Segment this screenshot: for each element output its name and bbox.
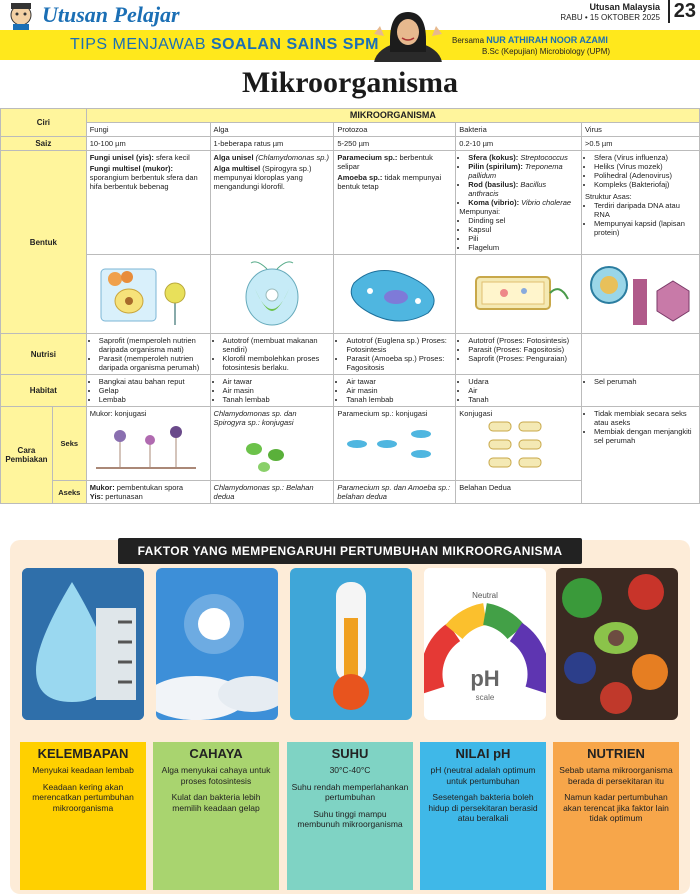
virus-shape-3: • Polihedral (Adenovirus): [594, 171, 696, 180]
label-bentuk: Bentuk: [1, 151, 87, 334]
header-group: MIKROORGANISMA: [86, 109, 699, 123]
ph-neutral-label: Neutral: [472, 591, 498, 600]
nutrisi-virus: [581, 334, 699, 375]
bakteria-part-2: • Kapsul: [468, 225, 578, 234]
saiz-fungi: 10-100 µm: [86, 137, 210, 151]
bakteria-shape-4: • Koma (vibrio): Vibrio cholerae: [468, 198, 578, 207]
bacteria-conjugation-icon: [459, 418, 571, 474]
bacterium-icon: [464, 259, 574, 329]
factor-line: Sebab utama mikroorganisma berada di persekitaran itu: [559, 765, 673, 786]
label-seks: Seks: [52, 407, 86, 481]
col-bakteria: Bakteria: [456, 123, 582, 137]
humidity-image: [22, 568, 144, 720]
sun-icon: [156, 568, 278, 720]
label-aseks: Aseks: [52, 481, 86, 504]
virus-struktur-label: Struktur Asas:: [584, 192, 632, 201]
seks-alga: Chlamydomonas sp. dan Spirogyra sp.: konjugasi: [210, 407, 334, 481]
bakteria-part-4: • Flagelum: [468, 243, 578, 252]
bakteria-part-3: • Pili: [468, 234, 578, 243]
factor-line: Suhu rendah memperlahankan pertumbuhan: [291, 781, 409, 802]
factor-line: 30°C-40°C: [329, 765, 371, 775]
virus-struktur-1: • Terdiri daripada DNA atau RNA: [594, 201, 696, 219]
factor-title: KELEMBAPAN: [37, 746, 129, 761]
alga-cell-icon: [217, 259, 327, 329]
water-drop-icon: [22, 568, 144, 720]
protozoa-illustration: [334, 255, 456, 334]
row-bentuk-text: [1, 151, 700, 255]
tips-title: [70, 36, 379, 54]
seks-protozoa: Paramecium sp.: konjugasi: [334, 407, 456, 481]
virus-illustration: [581, 255, 699, 334]
factors-heading: FAKTOR YANG MEMPENGARUHI PERTUMBUHAN MIKROORGANISMA: [118, 538, 582, 564]
nutrisi-bakteria: • Autotrof (Proses: Fotosintesis) • Parasit (Proses: Fagositosis) • Saprofit (Proses: Penguraian): [456, 334, 582, 375]
ph-scale-icon: [424, 568, 546, 720]
bersama-label: Bersama: [452, 36, 485, 45]
ph-label: pH: [470, 666, 500, 691]
bentuk-protozoa-1: Paramecium sp.: berbentuk selipar: [337, 153, 433, 171]
saiz-bakteria: 0.2-10 µm: [456, 137, 582, 151]
bentuk-alga: [210, 151, 334, 255]
bakteria-mempunyai: Mempunyai:: [459, 207, 501, 216]
aseks-fungi: Mukor: pembentukan spora Yis: pertunasan: [86, 481, 210, 504]
factor-card-cahaya: [153, 742, 279, 890]
food-icon: [556, 568, 678, 720]
bentuk-alga-2: Alga multisel (Spirogyra sp.) mempunyai kloroplas yang mengandungi klorofil.: [213, 164, 312, 191]
mukor-conjugation-icon: [90, 418, 202, 476]
virus-icon: [585, 259, 695, 329]
col-virus: Virus: [581, 123, 699, 137]
col-fungi: Fungi: [86, 123, 210, 137]
habitat-virus: • Sel perumah: [581, 375, 699, 407]
temperature-image: [290, 568, 412, 720]
habitat-alga: • Air tawar • Air masin • Tanah lembab: [210, 375, 334, 407]
alga-illustration: [210, 255, 334, 334]
ph-image: [424, 568, 546, 720]
aseks-alga: Chlamydomonas sp.: Belahan dedua: [210, 481, 334, 504]
label-cara-pembiakan: Cara Pembiakan: [1, 407, 53, 504]
host-info: [452, 35, 610, 57]
bentuk-fungi-1: Fungi unisel (yis): sfera kecil: [89, 153, 190, 162]
bakteria-illustration: [456, 255, 582, 334]
factor-line: Suhu tinggi mampu membunuh mikroorganisma: [297, 808, 403, 829]
aseks-bakteria: Belahan Dedua: [456, 481, 582, 504]
paper-info: [560, 2, 660, 23]
saiz-alga: 1-beberapa ratus µm: [210, 137, 334, 151]
seks-bakteria: Konjugasi: [456, 407, 582, 481]
issue-date: RABU • 15 OKTOBER 2025: [560, 13, 660, 22]
row-bentuk-images: [1, 255, 700, 334]
label-nutrisi: Nutrisi: [1, 334, 87, 375]
bentuk-protozoa: [334, 151, 456, 255]
bentuk-fungi: [86, 151, 210, 255]
alga-conjugation-icon: [214, 427, 326, 475]
nutrisi-protozoa: • Autotrof (Euglena sp.) Proses: Fotosintesis • Parasit (Amoeba sp.) Proses: Fagositosis: [334, 334, 456, 375]
row-habitat: [1, 375, 700, 407]
fungi-cell-icon: [93, 259, 203, 329]
paramecium-conjugation-icon: [337, 418, 449, 466]
host-photo: [368, 4, 448, 62]
seks-fungi: Mukor: konjugasi: [86, 407, 210, 481]
bentuk-bakteria: [456, 151, 582, 255]
virus-shape-1: • Sfera (Virus influenza): [594, 153, 696, 162]
row-nutrisi: [1, 334, 700, 375]
host-name: NUR ATHIRAH NOOR AZAMI: [486, 35, 608, 45]
row-seks: [1, 407, 700, 481]
aseks-protozoa: Paramecium sp. dan Amoeba sp.: belahan dedua: [334, 481, 456, 504]
host-title: B.Sc (Kepujian) Microbiology (UPM): [482, 47, 611, 56]
paper-name: Utusan Malaysia: [589, 2, 660, 12]
factor-title: SUHU: [331, 746, 369, 761]
factor-title: NILAI pH: [455, 746, 511, 761]
column-headers: [1, 123, 700, 137]
bakteria-shape-1: • Sfera (kokus): Streptococcus: [468, 153, 578, 162]
tips-bold: SOALAN SAINS SPM: [210, 36, 379, 53]
label-saiz: Saiz: [1, 137, 87, 151]
fungi-illustration: [86, 255, 210, 334]
label-habitat: Habitat: [1, 375, 87, 407]
row-saiz: [1, 137, 700, 151]
bentuk-alga-1: Alga unisel (Chlamydomonas sp.): [213, 153, 329, 162]
factor-card-ph: [420, 742, 546, 890]
factor-line: Namun kadar pertumbuhan akan terencat jika faktor lain tidak optimum: [563, 792, 669, 823]
factor-line: Kulat dan bakteria lebih memilih keadaan gelap: [171, 792, 261, 813]
page-title: Mikroorganisma: [241, 66, 459, 99]
saiz-protozoa: 5-250 µm: [334, 137, 456, 151]
page-number: 23: [668, 0, 696, 23]
nutrisi-alga: • Autotrof (membuat makanan sendiri) • Klorofil membolehkan proses fotosintesis berlaku.: [210, 334, 334, 375]
factor-line: Sesetengah bakteria boleh hidup di persekitaran berasid atau beralkali: [428, 792, 538, 823]
comparison-table: [0, 108, 700, 504]
factor-line: Menyukai keadaan lembab: [32, 765, 134, 775]
paramecium-icon: [340, 259, 450, 329]
habitat-bakteria: • Udara • Air • Tanah: [456, 375, 582, 407]
factor-line: pH (neutral adalah optimum untuk pertumbuhan: [430, 765, 536, 786]
factor-title: NUTRIEN: [587, 746, 645, 761]
bakteria-shape-2: • Pilin (spirilum): Treponema pallidum: [468, 162, 578, 180]
brand-logo: Utusan Pelajar: [42, 2, 180, 27]
bakteria-shape-3: • Rod (basilus): Bacillus anthracis: [468, 180, 578, 198]
habitat-protozoa: • Air tawar • Air masin • Tanah lembab: [334, 375, 456, 407]
nutrisi-fungi: • Saprofit (memperoleh nutrien daripada organisma mati) • Parasit (memperoleh nutrien daripada organisma perumah): [86, 334, 210, 375]
col-protozoa: Protozoa: [334, 123, 456, 137]
ph-scale-label: scale: [475, 693, 495, 702]
bentuk-virus: [581, 151, 699, 255]
factor-card-suhu: [287, 742, 413, 890]
bakteria-part-1: • Dinding sel: [468, 216, 578, 225]
virus-shape-4: • Kompleks (Bakteriofaj): [594, 180, 696, 189]
virus-struktur-2: • Mempunyai kapsid (lapisan protein): [594, 219, 696, 237]
col-alga: Alga: [210, 123, 334, 137]
nutrients-image: [556, 568, 678, 720]
habitat-fungi: • Bangkai atau bahan reput • Gelap • Lembab: [86, 375, 210, 407]
virus-shape-2: • Heliks (Virus mozek): [594, 162, 696, 171]
factor-line: Alga menyukai cahaya untuk proses fotosintesis: [161, 765, 271, 786]
bentuk-protozoa-2: Amoeba sp.: tidak mempunyai bentuk tetap: [337, 173, 442, 191]
seks-virus: • Tidak membiak secara seks atau aseks • Membiak dengan menjangkiti sel perumah: [581, 407, 699, 504]
factor-card-nutrien: [553, 742, 679, 890]
header-ciri: Ciri: [1, 109, 87, 137]
factor-line: Keadaan kering akan merencatkan pertumbuhan mikroorganisma: [32, 781, 134, 813]
thermometer-icon: [290, 568, 412, 720]
factor-title: CAHAYA: [189, 746, 243, 761]
saiz-virus: >0.5 µm: [581, 137, 699, 151]
bentuk-fungi-2: Fungi multisel (mukor): sporangium berbentuk sfera dan hifa berbentuk bebenag: [89, 164, 198, 191]
tips-plain: TIPS MENJAWAB: [70, 36, 211, 53]
factor-card-kelembapan: [20, 742, 146, 890]
sunlight-image: [156, 568, 278, 720]
